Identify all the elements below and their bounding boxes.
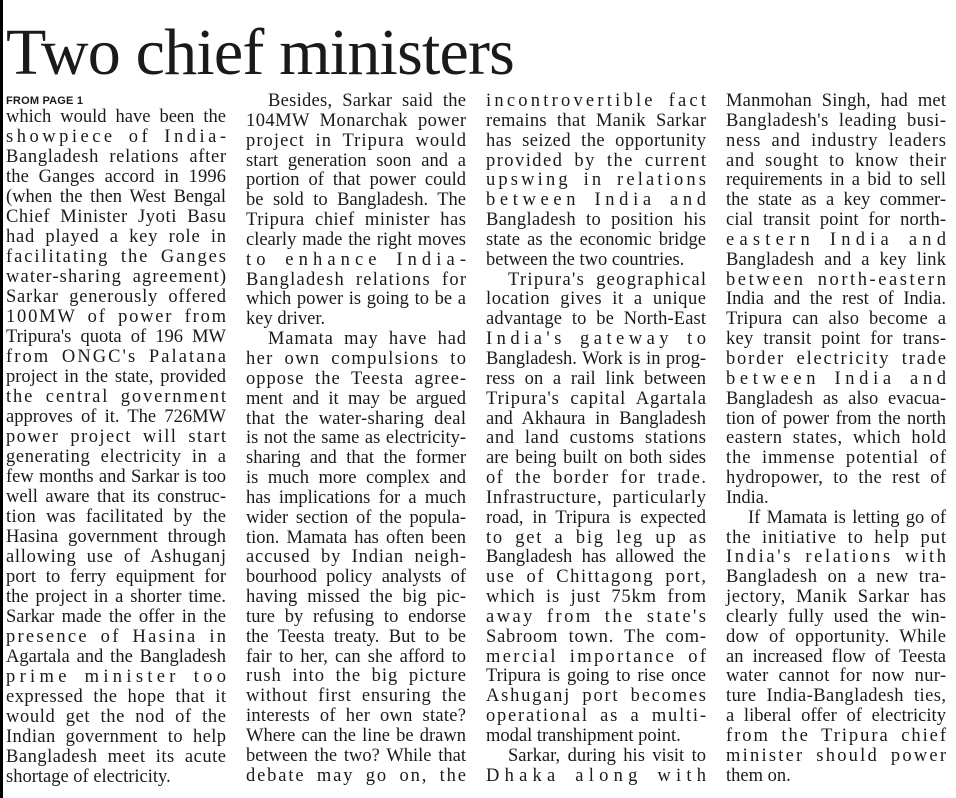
text-line: a liberal offer of electricity — [726, 706, 947, 727]
text-line: between the two countries. — [486, 249, 685, 270]
article-column-2 — [246, 91, 472, 787]
text-line: interests of her own state? — [246, 706, 467, 727]
text-line: jectory, Manik Sarkar has — [726, 587, 947, 608]
text-line: between India and — [726, 368, 951, 389]
text-line: Sarkar made the offer in the — [6, 607, 226, 627]
text-line: Tripura can also become a — [726, 309, 947, 330]
paragraph — [726, 507, 949, 787]
text-line: and Akhaura in Bangladesh — [486, 408, 707, 429]
text-line: key driver. — [246, 309, 326, 330]
article-column-4 — [726, 91, 952, 787]
text-line: Bangladesh and a key link — [726, 249, 947, 270]
text-line: between north-eastern — [726, 269, 949, 290]
text-line: accused by Indian neigh- — [246, 547, 467, 568]
text-line: is much more complex and — [246, 468, 466, 489]
text-line: border electricity trade — [726, 348, 948, 369]
text-line: is not the same as electricity- — [246, 428, 466, 449]
text-line: key transit point for trans- — [726, 329, 947, 350]
text-line: ture India-Bangladesh ties, — [726, 686, 947, 707]
text-line: without first ensuring the — [246, 686, 467, 707]
text-line: 104MW Monarchak power — [246, 110, 467, 131]
text-line: few months and Sarkar is too — [6, 467, 226, 487]
text-line: power project will start — [6, 427, 228, 447]
text-line: provided by the current — [486, 150, 708, 171]
text-line: state as the economic bridge — [486, 229, 706, 250]
text-line: has implications for a much — [246, 487, 466, 508]
article-column-1 — [6, 107, 231, 787]
text-line: Chief Minister Jyoti Basu — [6, 207, 227, 227]
text-line: Bangladesh to position his — [486, 210, 707, 231]
text-line: clearly fully used the win- — [726, 606, 947, 627]
text-line: away from the state's — [486, 606, 709, 627]
text-line: well aware that its construc- — [6, 487, 226, 507]
text-line: which would have been the — [6, 107, 226, 127]
text-line: Bangladesh. Work is in prog- — [486, 348, 706, 369]
text-line: incontrovertible fact — [486, 91, 710, 111]
text-line: Mamata may have had — [268, 329, 467, 350]
paragraph — [6, 107, 231, 787]
text-line: advantage to be North-East — [486, 309, 707, 330]
text-line: use of Chittagong port, — [486, 567, 708, 588]
text-line: modal transhipment point. — [486, 726, 681, 746]
text-line: Bangladesh relations for — [246, 269, 468, 290]
text-line: between the two? While that — [246, 745, 466, 766]
text-line: India's gateway to — [486, 329, 711, 350]
text-line: allowing use of Ashuganj — [6, 547, 227, 567]
text-line: water cannot for now nur- — [726, 666, 947, 687]
text-line: the Ganges accord in 1996 — [6, 167, 227, 187]
text-line: rush into the big picture — [246, 666, 467, 687]
text-line: Sarkar generously offered — [6, 287, 227, 307]
text-line: are being built on both sides — [486, 448, 706, 469]
text-line: approves of it. The 726MW — [6, 407, 226, 427]
text-line: start generation soon and a — [246, 150, 467, 171]
text-line: Bangladesh as also evacua- — [726, 388, 947, 409]
text-line: upswing in relations — [486, 170, 710, 191]
jump-label: FROM PAGE 1 — [6, 95, 84, 107]
text-line: Ashuganj port becomes — [486, 686, 708, 707]
text-line: Bangladesh on a new tra- — [726, 567, 947, 588]
text-line: presence of Hasina in — [6, 627, 229, 647]
text-line: shortage of electricity. — [6, 767, 171, 787]
text-line: India. — [726, 487, 769, 508]
text-line: cial transit point for north- — [726, 210, 947, 231]
text-line: Tripura is going to rise once — [486, 666, 706, 687]
text-line: would get the nod of the — [6, 707, 227, 727]
text-line: Sabroom town. The com- — [486, 626, 707, 647]
text-line: eastern states, which hold — [726, 428, 947, 449]
text-line: ness and industry leaders — [726, 130, 947, 151]
text-line: the project in a shorter time. — [6, 587, 226, 607]
text-line: Sarkar, during his visit to — [508, 745, 706, 766]
text-line: to get a big leg up as — [486, 527, 708, 548]
text-line: If Mamata is letting go of — [748, 507, 946, 528]
text-line: mercial importance of — [486, 646, 709, 667]
text-line: India and the rest of India. — [726, 289, 946, 310]
text-line: expressed the hope that it — [6, 687, 227, 707]
text-line: project in Tripura would — [246, 130, 468, 151]
text-line: Manmohan Singh, had met — [726, 91, 947, 111]
text-line: ment and it may be argued — [246, 388, 466, 409]
text-line: tion was facilitated by the — [6, 507, 227, 527]
text-line: Hasina government through — [6, 527, 227, 547]
text-line: location gives it a unique — [486, 289, 707, 310]
text-line: operational as a multi- — [486, 706, 708, 727]
headline: Two chief ministers — [6, 16, 515, 89]
text-line: the immense potential of — [726, 448, 947, 469]
text-line: port to ferry equipment for — [6, 567, 227, 587]
text-line: generating electricity in a — [6, 447, 227, 467]
text-line: the Teesta treaty. But to be — [246, 626, 466, 647]
text-line: Agartala and the Bangladesh — [6, 647, 226, 667]
text-line: Besides, Sarkar said the — [268, 91, 467, 111]
text-line: her own compulsions to — [246, 348, 468, 369]
text-line: that the water-sharing deal — [246, 408, 467, 429]
text-line: Tripura's quota of 196 MW — [6, 327, 226, 347]
text-line: remains that Manik Sarkar — [486, 110, 707, 131]
text-line: to enhance India- — [246, 249, 472, 270]
text-line: India's relations with — [726, 547, 949, 568]
text-line: bourhood policy analysts of — [246, 567, 466, 588]
text-line: of the border for trade. — [486, 468, 708, 489]
text-line: tion. Mamata has often been — [246, 527, 466, 548]
text-line: the initiative to help put — [726, 527, 947, 548]
text-line: eastern India and — [726, 229, 952, 250]
text-line: showpiece of India- — [6, 127, 230, 147]
text-line: from ONGC's Palatana — [6, 347, 229, 367]
text-line: had played a key role in — [6, 227, 227, 247]
text-line: Tripura's capital Agartala — [486, 388, 707, 409]
text-line: fair to her, can she afford to — [246, 646, 466, 667]
text-line: an increased flow of Teesta — [726, 646, 946, 667]
text-line: portion of that power could — [246, 170, 466, 191]
text-line: water-sharing agreement) — [6, 267, 228, 287]
text-line: has seized the opportunity — [486, 130, 707, 151]
text-line: clearly made the right moves — [246, 229, 466, 250]
text-line: Bangladesh meet its acute — [6, 747, 227, 767]
text-line: minister should power — [726, 745, 949, 766]
text-line: Infrastructure, particularly — [486, 487, 707, 508]
text-line: project in the state, provided — [6, 367, 226, 387]
text-line: sharing and that the former — [246, 448, 466, 469]
text-line: oppose the Teesta agree- — [246, 368, 467, 389]
text-line: the central government — [6, 387, 228, 407]
text-line: which power is going to be a — [246, 289, 466, 310]
text-line: Tripura chief minister has — [246, 210, 467, 231]
paragraph — [486, 269, 711, 747]
text-line: them on. — [726, 765, 791, 786]
paragraph — [726, 91, 952, 509]
paragraph — [486, 745, 712, 787]
text-line: dow of opportunity. While — [726, 626, 947, 647]
text-line: facilitating the Ganges — [6, 247, 228, 267]
text-line: Where can the line be drawn — [246, 726, 466, 746]
text-line: which is just 75km from — [486, 587, 707, 608]
text-line: having missed the big pic- — [246, 587, 467, 608]
text-line: ture by refusing to endorse — [246, 606, 467, 627]
text-line: 100MW of power from — [6, 307, 228, 327]
text-line: Tripura's geographical — [508, 269, 708, 290]
text-line: from the Tripura chief — [726, 726, 948, 746]
text-line: Bangladesh has allowed the — [486, 547, 706, 568]
text-line: tion of power from the north — [726, 408, 946, 429]
text-line: prime minister too — [6, 667, 231, 687]
text-line: the state as a key commer- — [726, 190, 946, 211]
text-line: debate may go on, the — [246, 765, 468, 786]
text-line: Dhaka along with — [486, 765, 712, 786]
left-edge-rule — [0, 0, 3, 798]
text-line: road, in Tripura is expected — [486, 507, 706, 528]
text-line: and sought to know their — [726, 150, 947, 171]
text-line: wider section of the popula- — [246, 507, 466, 528]
text-line: between India and — [486, 190, 711, 211]
text-line: be sold to Bangladesh. The — [246, 190, 466, 211]
text-line: Indian government to help — [6, 727, 227, 747]
text-line: (when the then West Bengal — [6, 187, 226, 207]
text-line: hydropower, to the rest of — [726, 468, 947, 489]
paragraph — [246, 91, 472, 330]
paragraph — [486, 91, 711, 271]
paragraph — [246, 330, 466, 786]
text-line: requirements in a bid to sell — [726, 170, 946, 191]
text-line: ress on a rail link between — [486, 368, 707, 389]
text-line: Bangladesh's leading busi- — [726, 110, 947, 131]
article-column-3 — [486, 91, 712, 787]
text-line: and land customs stations — [486, 428, 707, 449]
text-line: Bangladesh relations after — [6, 147, 227, 167]
